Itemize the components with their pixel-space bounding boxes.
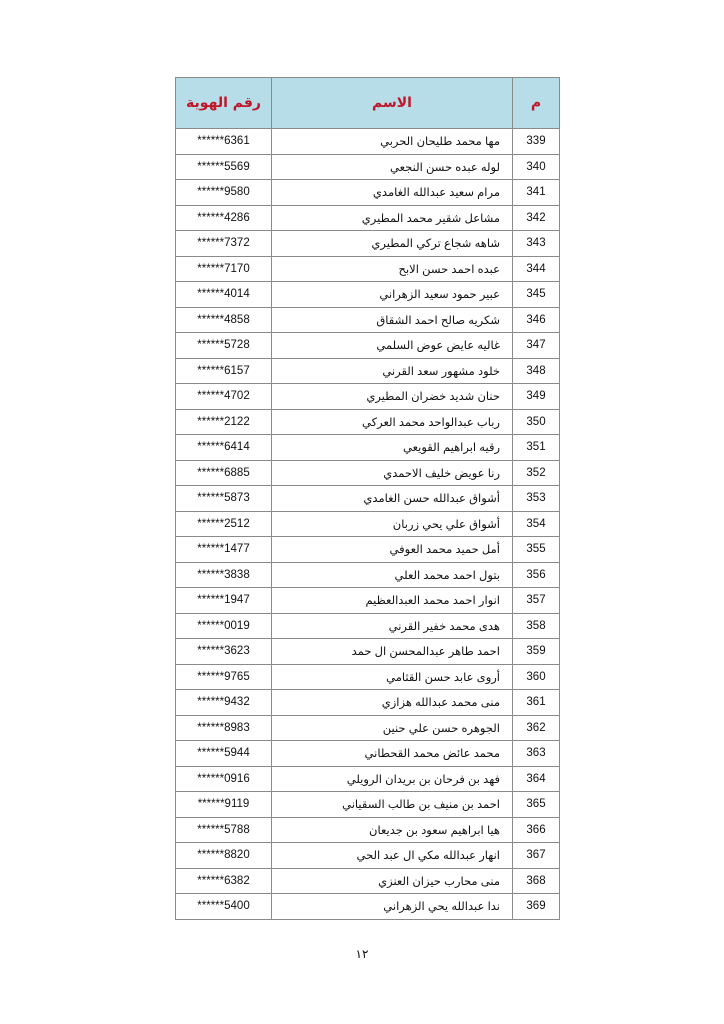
cell-serial: 367 [513,843,560,869]
cell-name: شكريه صالح احمد الشقاق [272,307,513,333]
cell-serial: 365 [513,792,560,818]
table-row [176,180,560,206]
cell-serial: 355 [513,537,560,563]
cell-serial: 345 [513,282,560,308]
cell-name: ندا عبدالله يحي الزهراني [272,894,513,920]
cell-name: أروى عابد حسن القثامي [272,664,513,690]
table-row [176,537,560,563]
table-row [176,435,560,461]
cell-serial: 340 [513,154,560,180]
cell-id-number: ******9580 [176,180,272,206]
cell-name: خلود مشهور سعد القرني [272,358,513,384]
cell-id-number: ******6361 [176,129,272,155]
cell-name: أمل حميد محمد العوفي [272,537,513,563]
table-row [176,307,560,333]
table-row [176,690,560,716]
cell-id-number: ******7170 [176,256,272,282]
cell-id-number: ******8820 [176,843,272,869]
cell-serial: 342 [513,205,560,231]
cell-name: احمد بن منيف بن طالب السقياني [272,792,513,818]
table-row [176,766,560,792]
header-name: الاسم [272,78,513,129]
cell-serial: 346 [513,307,560,333]
cell-name: غاليه عايض عوض السلمي [272,333,513,359]
cell-name: هيا ابراهيم سعود بن جديعان [272,817,513,843]
cell-id-number: ******3623 [176,639,272,665]
cell-id-number: ******6157 [176,358,272,384]
cell-serial: 352 [513,460,560,486]
cell-serial: 368 [513,868,560,894]
cell-name: هدى محمد خفير القرني [272,613,513,639]
cell-serial: 359 [513,639,560,665]
cell-id-number: ******0019 [176,613,272,639]
table-row [176,843,560,869]
cell-serial: 351 [513,435,560,461]
header-id-number: رقم الهوية [176,78,272,129]
cell-id-number: ******2512 [176,511,272,537]
table-row [176,817,560,843]
table-row [176,358,560,384]
cell-id-number: ******4858 [176,307,272,333]
cell-serial: 347 [513,333,560,359]
cell-serial: 369 [513,894,560,920]
table-row [176,205,560,231]
cell-id-number: ******6885 [176,460,272,486]
cell-serial: 344 [513,256,560,282]
cell-id-number: ******0916 [176,766,272,792]
cell-id-number: ******4702 [176,384,272,410]
cell-name: رقيه ابراهيم القويعي [272,435,513,461]
cell-serial: 361 [513,690,560,716]
cell-serial: 349 [513,384,560,410]
table-row [176,129,560,155]
table-row [176,715,560,741]
cell-name: انهار عبدالله مكي ال عبد الحي [272,843,513,869]
cell-id-number: ******4286 [176,205,272,231]
table-row [176,741,560,767]
table-row [176,486,560,512]
cell-name: محمد عائض محمد القحطاني [272,741,513,767]
table-row [176,639,560,665]
cell-id-number: ******5944 [176,741,272,767]
table-row [176,868,560,894]
cell-id-number: ******5728 [176,333,272,359]
cell-id-number: ******3838 [176,562,272,588]
cell-serial: 360 [513,664,560,690]
table-row [176,282,560,308]
cell-name: أشواق عبدالله حسن الغامدي [272,486,513,512]
cell-name: مرام سعيد عبدالله الغامدي [272,180,513,206]
cell-name: منى محارب حيزان العنزي [272,868,513,894]
cell-id-number: ******9432 [176,690,272,716]
cell-id-number: ******2122 [176,409,272,435]
cell-name: الجوهره حسن علي حنين [272,715,513,741]
table-row [176,256,560,282]
table-row [176,154,560,180]
cell-id-number: ******5569 [176,154,272,180]
cell-id-number: ******6414 [176,435,272,461]
names-table [175,77,560,920]
cell-id-number: ******6382 [176,868,272,894]
cell-name: لوله عبده حسن النجعي [272,154,513,180]
cell-id-number: ******7372 [176,231,272,257]
cell-serial: 354 [513,511,560,537]
table-row [176,511,560,537]
table-header-row [176,78,560,129]
table-row [176,588,560,614]
cell-name: مها محمد طليحان الحربي [272,129,513,155]
header-serial: م [513,78,560,129]
cell-name: حنان شديد خضران المطيري [272,384,513,410]
table-row [176,792,560,818]
table-row [176,894,560,920]
cell-name: فهد بن فرحان بن بريدان الرويلي [272,766,513,792]
cell-serial: 356 [513,562,560,588]
cell-id-number: ******9765 [176,664,272,690]
cell-name: منى محمد عبدالله هزازي [272,690,513,716]
cell-name: انوار احمد محمد العبدالعظيم [272,588,513,614]
cell-id-number: ******5788 [176,817,272,843]
cell-serial: 348 [513,358,560,384]
cell-serial: 363 [513,741,560,767]
cell-name: عبده احمد حسن الابح [272,256,513,282]
cell-name: مشاعل شقير محمد المطيري [272,205,513,231]
page-number: ١٢ [355,947,369,961]
table-row [176,460,560,486]
cell-serial: 350 [513,409,560,435]
cell-id-number: ******8983 [176,715,272,741]
cell-serial: 357 [513,588,560,614]
cell-serial: 341 [513,180,560,206]
cell-name: رباب عبدالواحد محمد العركي [272,409,513,435]
table-row [176,384,560,410]
cell-serial: 366 [513,817,560,843]
cell-name: عبير حمود سعيد الزهراني [272,282,513,308]
table-row [176,333,560,359]
cell-id-number: ******5400 [176,894,272,920]
cell-serial: 364 [513,766,560,792]
cell-serial: 343 [513,231,560,257]
cell-serial: 353 [513,486,560,512]
table-row [176,664,560,690]
cell-id-number: ******5873 [176,486,272,512]
cell-serial: 358 [513,613,560,639]
cell-serial: 339 [513,129,560,155]
table-row [176,562,560,588]
table-row [176,231,560,257]
cell-name: شاهه شجاع تركي المطيري [272,231,513,257]
cell-serial: 362 [513,715,560,741]
cell-name: رنا عويض خليف الاحمدي [272,460,513,486]
cell-id-number: ******1947 [176,588,272,614]
cell-id-number: ******1477 [176,537,272,563]
table-row [176,613,560,639]
table-row [176,409,560,435]
cell-name: احمد طاهر عبدالمحسن ال حمد [272,639,513,665]
cell-name: بتول احمد محمد العلي [272,562,513,588]
cell-id-number: ******4014 [176,282,272,308]
cell-name: أشواق علي يحي زربان [272,511,513,537]
cell-id-number: ******9119 [176,792,272,818]
